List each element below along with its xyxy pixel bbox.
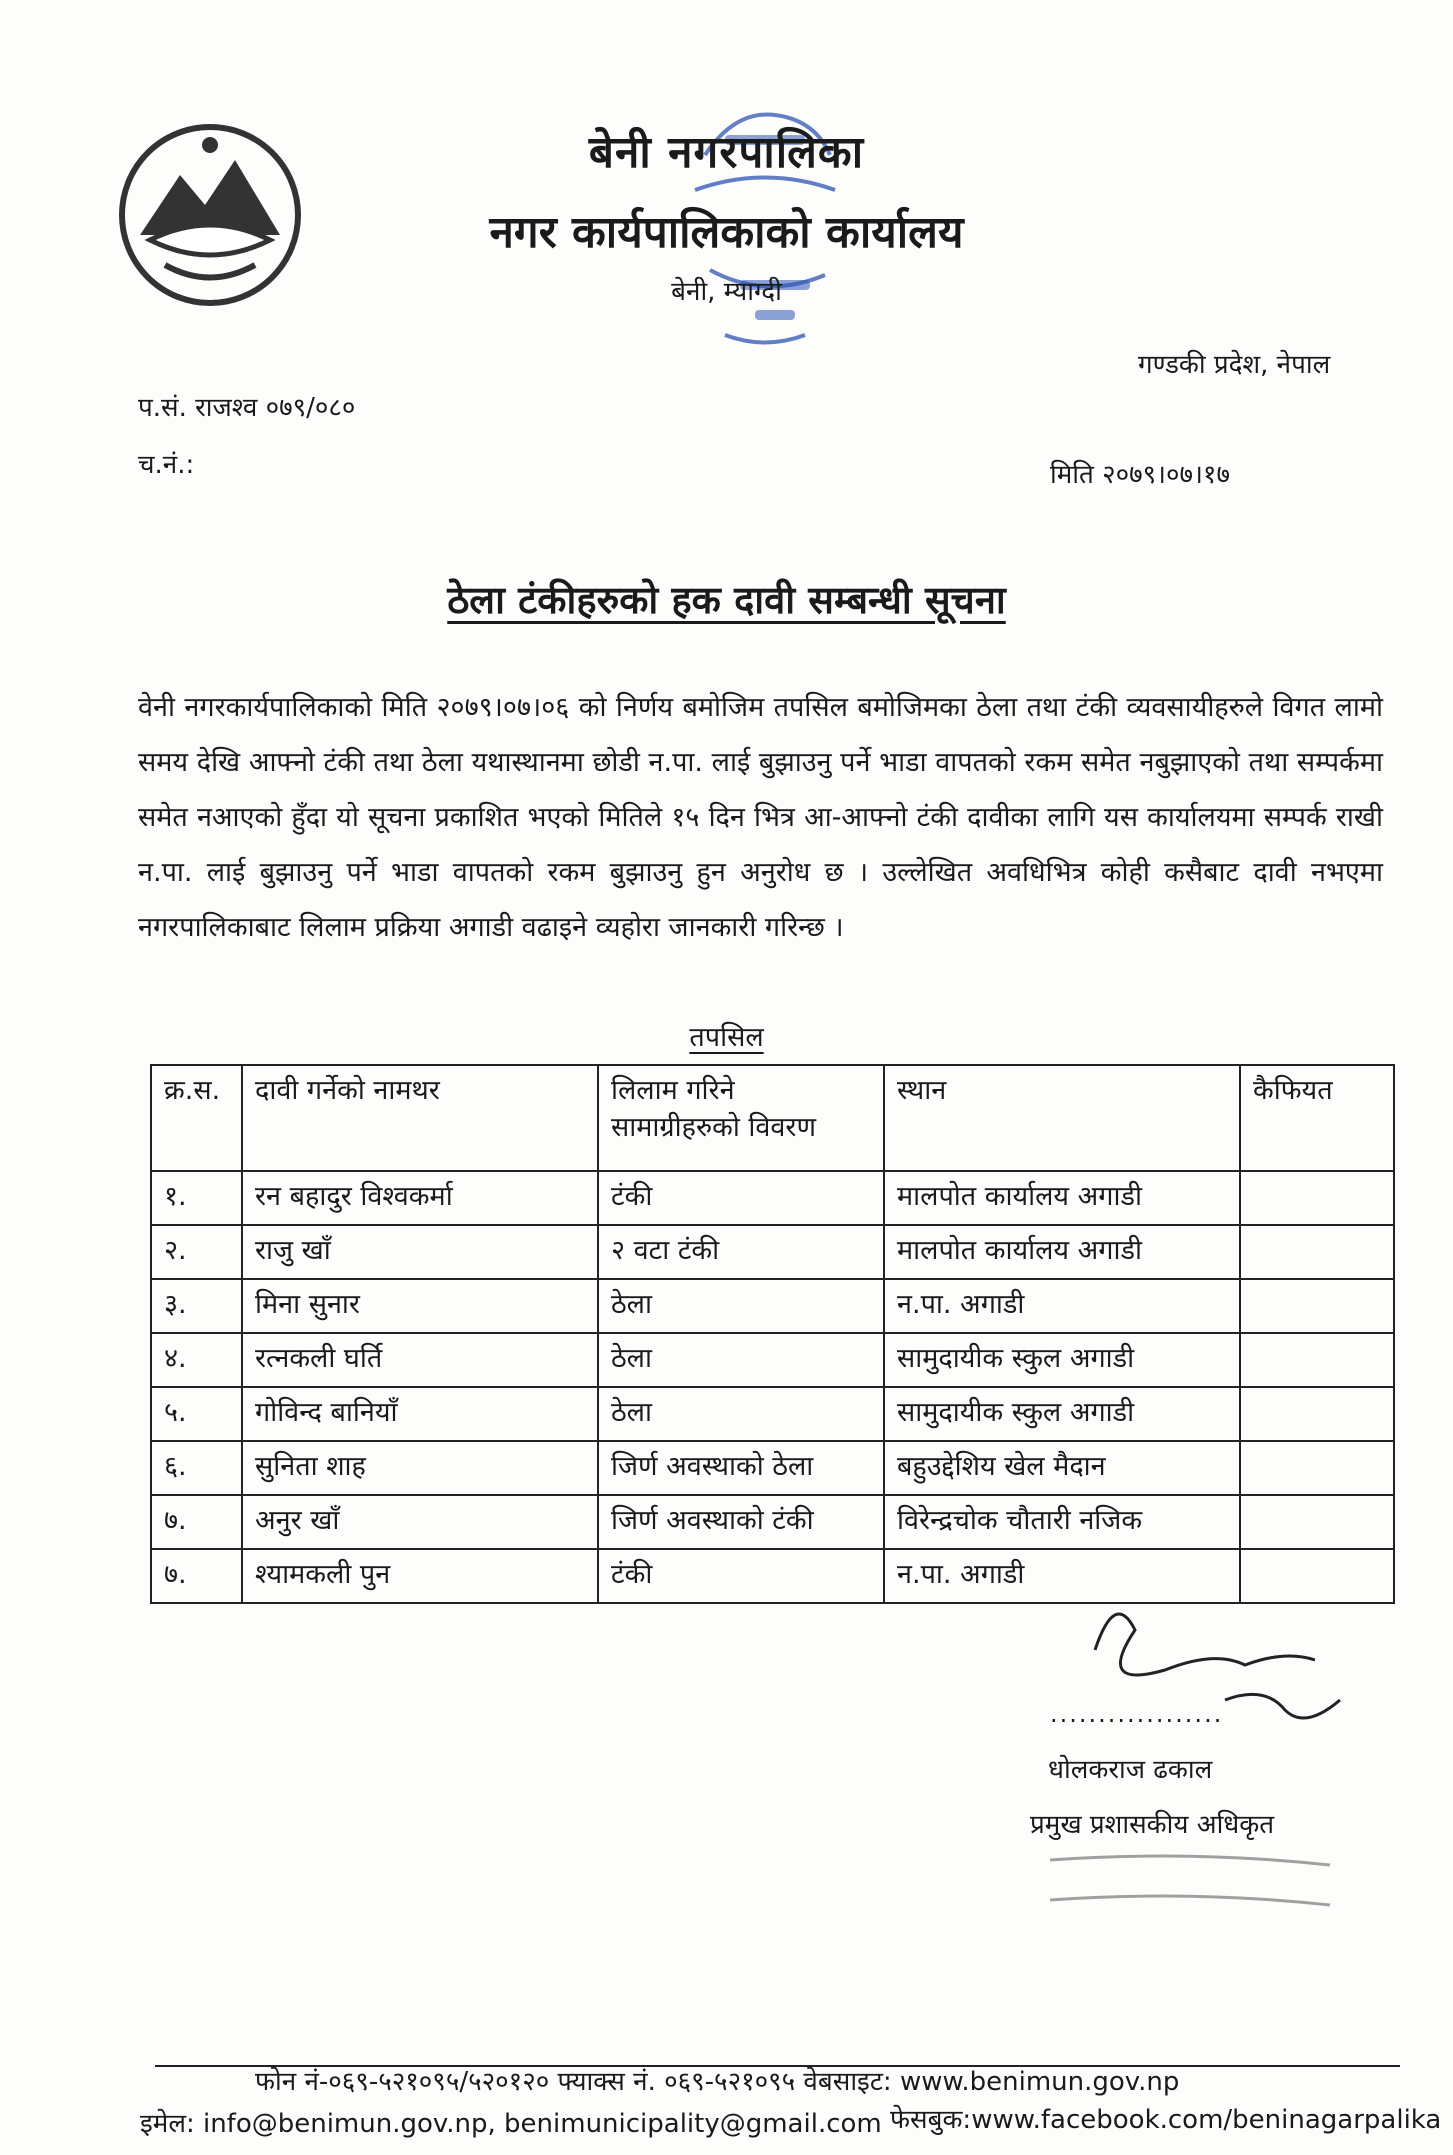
notice-subject: ठेला टंकीहरुको हक दावी सम्बन्धी सूचना bbox=[447, 578, 1006, 622]
col-header-claimant: दावी गर्नेको नामथर bbox=[242, 1065, 598, 1171]
cell-sn: ७. bbox=[151, 1549, 242, 1603]
cell-location: मालपोत कार्यालय अगाडी bbox=[884, 1225, 1240, 1279]
signatory-name: धोलकराज ढकाल bbox=[1048, 1755, 1213, 1785]
cell-location: मालपोत कार्यालय अगाडी bbox=[884, 1171, 1240, 1225]
cell-sn: ४. bbox=[151, 1333, 242, 1387]
cell-sn: ७. bbox=[151, 1495, 242, 1549]
cell-item: ठेला bbox=[598, 1387, 884, 1441]
cell-location: बहुउद्देशिय खेल मैदान bbox=[884, 1441, 1240, 1495]
table-row bbox=[151, 1495, 1394, 1549]
cell-remarks bbox=[1240, 1387, 1394, 1441]
table-row bbox=[151, 1279, 1394, 1333]
cell-claimant: राजु खाँ bbox=[242, 1225, 598, 1279]
cell-remarks bbox=[1240, 1333, 1394, 1387]
cell-item: जिर्ण अवस्थाको टंकी bbox=[598, 1495, 884, 1549]
cell-claimant: रन बहादुर विश्वकर्मा bbox=[242, 1171, 598, 1225]
cell-sn: ३. bbox=[151, 1279, 242, 1333]
col-header-location: स्थान bbox=[884, 1065, 1240, 1171]
cell-claimant: गोविन्द बानियाँ bbox=[242, 1387, 598, 1441]
dispatch-number: च.नं.: bbox=[138, 450, 195, 480]
cell-sn: ५. bbox=[151, 1387, 242, 1441]
table-row bbox=[151, 1441, 1394, 1495]
cell-remarks bbox=[1240, 1279, 1394, 1333]
cell-item: ठेला bbox=[598, 1333, 884, 1387]
cell-item: टंकी bbox=[598, 1171, 884, 1225]
table-row bbox=[151, 1225, 1394, 1279]
cell-location: विरेन्द्रचोक चौतारी नजिक bbox=[884, 1495, 1240, 1549]
footer-contact-line: फोन नं-०६९-५२१०९५/५२०१२० फ्याक्स नं. ०६९-५२१०९५ वेबसाइट: www.benimun.gov.np bbox=[255, 2067, 1180, 2097]
table-row bbox=[151, 1387, 1394, 1441]
cell-remarks bbox=[1240, 1441, 1394, 1495]
col-header-remarks: कैफियत bbox=[1240, 1065, 1394, 1171]
cell-remarks bbox=[1240, 1495, 1394, 1549]
footer-facebook-line: फेसबुक:www.facebook.com/beninagarpalika bbox=[890, 2105, 1442, 2135]
signature-line: .................. bbox=[1050, 1700, 1224, 1728]
cell-claimant: श्यामकली पुन bbox=[242, 1549, 598, 1603]
cell-item: ठेला bbox=[598, 1279, 884, 1333]
claims-table bbox=[150, 1064, 1395, 1604]
table-header-row bbox=[151, 1065, 1394, 1171]
province-line: गण्डकी प्रदेश, नेपाल bbox=[1138, 350, 1331, 380]
cell-item: टंकी bbox=[598, 1549, 884, 1603]
cell-claimant: रत्नकली घर्ति bbox=[242, 1333, 598, 1387]
cell-location: न.पा. अगाडी bbox=[884, 1549, 1240, 1603]
signatory-title: प्रमुख प्रशासकीय अधिकृत bbox=[1030, 1810, 1275, 1840]
office-subname: नगर कार्यपालिकाको कार्यालय bbox=[489, 207, 964, 258]
footer-email-line: इमेल: info@benimun.gov.np, benimunicipality@gmail.com bbox=[140, 2109, 882, 2139]
cell-claimant: मिना सुनार bbox=[242, 1279, 598, 1333]
notice-body: वेनी नगरकार्यपालिकाको मिति २०७९।०७।०६ को निर्णय बमोजिम तपसिल बमोजिमका ठेला तथा टंकी व्यवसायीहरुले विगत लामो समय देखि आफ्नो टंकी तथा ठेला यथास्थानमा छोडी न.पा. लाई बुझाउनु पर्ने भाडा वापतको रकम समेत नबुझाएको तथा सम्पर्कमा समेत नआएको हुँदा यो सूचना प्रकाशित भएको मितिले १५ दिन भित्र आ-आफ्नो टंकी दावीका लागि यस कार्यालयमा सम्पर्क राखी न.पा. लाई बुझाउनु पर्ने भाडा वापतको रकम बुझाउनु हुन अनुरोध छ । उल्लेखित अवधिभित्र कोही कसैबाट दावी नभएमा नगरपालिकाबाट लिलाम प्रक्रिया अगाडी वढाइने व्यहोरा जानकारी गरिन्छ । bbox=[138, 692, 1383, 943]
cell-item: २ वटा टंकी bbox=[598, 1225, 884, 1279]
cell-location: सामुदायीक स्कुल अगाडी bbox=[884, 1333, 1240, 1387]
cell-claimant: अनुर खाँ bbox=[242, 1495, 598, 1549]
col-header-items: लिलाम गरिने सामाग्रीहरुको विवरण bbox=[598, 1065, 884, 1171]
cell-remarks bbox=[1240, 1171, 1394, 1225]
schedule-heading: तपसिल bbox=[689, 1022, 764, 1053]
cell-sn: १. bbox=[151, 1171, 242, 1225]
cell-location: न.पा. अगाडी bbox=[884, 1279, 1240, 1333]
cell-sn: ६. bbox=[151, 1441, 242, 1495]
table-row bbox=[151, 1333, 1394, 1387]
table-row bbox=[151, 1171, 1394, 1225]
letter-reference: प.सं. राजश्व ०७९/०८० bbox=[138, 393, 356, 423]
letter-date: मिति २०७९।०७।१७ bbox=[1050, 460, 1230, 490]
cell-claimant: सुनिता शाह bbox=[242, 1441, 598, 1495]
office-location: बेनी, म्याग्दी bbox=[671, 277, 782, 307]
cell-sn: २. bbox=[151, 1225, 242, 1279]
signatory-stamp bbox=[1040, 1840, 1340, 1920]
cell-remarks bbox=[1240, 1225, 1394, 1279]
office-name: बेनी नगरपालिका bbox=[588, 127, 865, 178]
col-header-sn: क्र.स. bbox=[151, 1065, 242, 1171]
cell-location: सामुदायीक स्कुल अगाडी bbox=[884, 1387, 1240, 1441]
cell-item: जिर्ण अवस्थाको ठेला bbox=[598, 1441, 884, 1495]
